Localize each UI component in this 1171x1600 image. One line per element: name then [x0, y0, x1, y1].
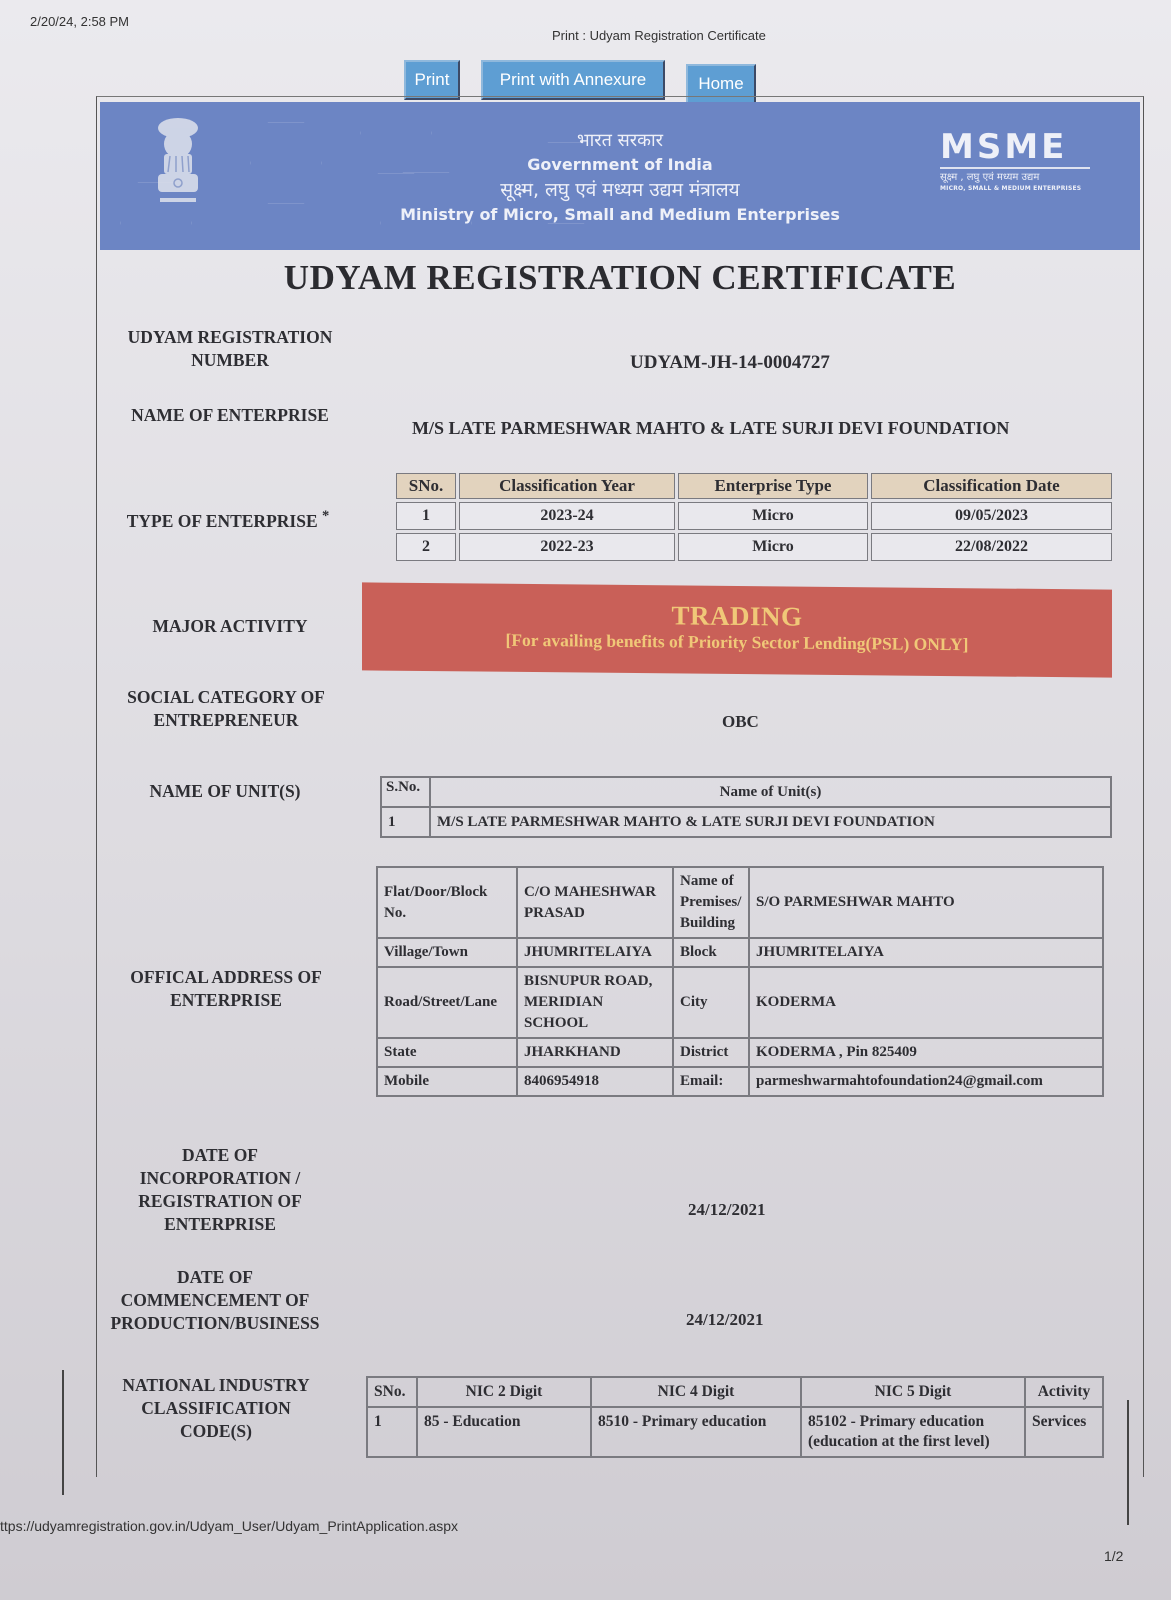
- ministry-text: Ministry of Micro, Small and Medium Enterprises: [400, 205, 840, 224]
- column-header: NIC 4 Digit: [591, 1377, 801, 1407]
- commencement-date-label: [90, 1266, 340, 1335]
- major-activity-value: TRADING: [671, 600, 803, 632]
- field-value: 8406954918: [517, 1067, 673, 1096]
- table-row: [377, 1067, 1103, 1096]
- label-line: COMMENCEMENT OF: [120, 1290, 310, 1310]
- home-button[interactable]: Home: [686, 64, 756, 104]
- label-line: SOCIAL CATEGORY OF: [127, 687, 325, 707]
- address-table: [376, 866, 1104, 1097]
- required-asterisk: *: [322, 508, 330, 524]
- field-value: KODERMA: [749, 967, 1103, 1038]
- field-label: State: [377, 1038, 517, 1067]
- table-header-row: [367, 1377, 1103, 1407]
- print-with-annexure-button[interactable]: Print with Annexure: [481, 60, 665, 100]
- certificate-title: UDYAM REGISTRATION CERTIFICATE: [283, 258, 957, 297]
- label-line: OFFICAL ADDRESS OF: [130, 967, 322, 987]
- table-row: [377, 1038, 1103, 1067]
- table-cell: 2023-24: [459, 502, 675, 530]
- label-line: UDYAM REGISTRATION: [127, 327, 333, 347]
- column-header: SNo.: [367, 1377, 417, 1407]
- label-line: DATE OF: [182, 1145, 258, 1165]
- table-row: [381, 807, 1111, 837]
- msme-logo-hindi: सूक्ष्म , लघु एवं मध्यम उद्यम: [940, 171, 1040, 183]
- email-value: parmeshwarmahtofoundation24@gmail.com: [749, 1067, 1103, 1096]
- label-line: CLASSIFICATION: [141, 1398, 291, 1418]
- field-value: BISNUPUR ROAD, MERIDIAN SCHOOL: [517, 967, 673, 1038]
- table-cell: 22/08/2022: [871, 533, 1112, 561]
- label-line: ENTERPRISE: [170, 990, 282, 1010]
- field-label: Village/Town: [377, 938, 517, 967]
- field-label: City: [673, 967, 749, 1038]
- label-text: TYPE OF ENTERPRISE: [126, 510, 318, 531]
- nic-codes-table: [366, 1376, 1104, 1458]
- field-value: JHARKHAND: [517, 1038, 673, 1067]
- field-value: JHUMRITELAIYA: [749, 938, 1103, 967]
- msme-logo-word: MSME: [940, 127, 1068, 167]
- unit-names-table: [380, 776, 1112, 838]
- enterprise-name-label: NAME OF ENTERPRISE: [131, 405, 329, 425]
- label-line: CODE(S): [180, 1421, 252, 1441]
- column-header: Enterprise Type: [678, 473, 868, 499]
- field-label: Flat/Door/Block No.: [377, 867, 517, 938]
- incorporation-date-label: [100, 1144, 340, 1236]
- social-category-label: [106, 686, 346, 732]
- table-cell: M/S LATE PARMESHWAR MAHTO & LATE SURJI DEVI FOUNDATION: [430, 807, 1111, 837]
- table-header-row: [396, 473, 1112, 499]
- field-label: Mobile: [377, 1067, 517, 1096]
- table-cell: 2022-23: [459, 533, 675, 561]
- hindi-ministry-text: सूक्ष्म, लघु एवं मध्यम उद्यम मंत्रालय: [500, 179, 740, 201]
- field-value: C/O MAHESHWAR PRASAD: [517, 867, 673, 938]
- table-header-row: [381, 777, 1111, 807]
- table-cell: 1: [396, 502, 456, 530]
- field-value: JHUMRITELAIYA: [517, 938, 673, 967]
- table-cell: 2: [396, 533, 456, 561]
- print-datetime: 2/20/24, 2:58 PM: [30, 14, 130, 29]
- print-page-number: 1/2: [1104, 1548, 1124, 1564]
- table-cell: 1: [367, 1407, 417, 1457]
- column-header: NIC 5 Digit: [801, 1377, 1025, 1407]
- label-line: ENTERPRISE: [164, 1214, 276, 1234]
- incorporation-date-value: 24/12/2021: [688, 1200, 766, 1219]
- major-activity-label: MAJOR ACTIVITY: [152, 616, 308, 636]
- table-row: [396, 533, 1112, 561]
- ministry-banner: [100, 102, 1140, 250]
- field-label: Email:: [673, 1067, 749, 1096]
- nic-codes-label: [96, 1374, 336, 1443]
- frame-line: [62, 1370, 64, 1495]
- print-footer-url: ttps://udyamregistration.gov.in/Udyam_User/Udyam_PrintApplication.aspx: [0, 1518, 459, 1534]
- label-line: PRODUCTION/BUSINESS: [110, 1313, 320, 1333]
- commencement-date-value: 24/12/2021: [686, 1310, 764, 1329]
- table-row: [377, 967, 1103, 1038]
- column-header: Classification Year: [459, 473, 675, 499]
- enterprise-type-label: [108, 505, 348, 533]
- print-page-title: Print : Udyam Registration Certificate: [552, 28, 766, 43]
- unit-names-label: NAME OF UNIT(S): [149, 781, 301, 801]
- label-line: NUMBER: [191, 350, 269, 370]
- table-cell: 09/05/2023: [871, 502, 1112, 530]
- column-header: S.No.: [381, 777, 430, 807]
- label-line: INCORPORATION /: [139, 1168, 301, 1188]
- field-value: S/O PARMESHWAR MAHTO: [749, 867, 1103, 938]
- label-line: ENTREPRENEUR: [153, 710, 299, 730]
- govt-text: Government of India: [527, 155, 713, 174]
- table-row: [377, 938, 1103, 967]
- msme-logo-english: MICRO, SMALL & MEDIUM ENTERPRISES: [940, 184, 1082, 192]
- major-activity-note: [For availing benefits of Priority Sector Lending(PSL) ONLY]: [505, 629, 969, 655]
- logo-divider: [940, 167, 1090, 169]
- table-row: [396, 502, 1112, 530]
- social-category-value: OBC: [722, 712, 759, 731]
- table-cell: Micro: [678, 533, 868, 561]
- field-label: Block: [673, 938, 749, 967]
- hindi-govt-text: भारत सरकार: [576, 130, 664, 151]
- table-cell: 85102 - Primary education (education at the first level): [801, 1407, 1025, 1457]
- msme-logo: [940, 127, 1100, 200]
- field-label: Road/Street/Lane: [377, 967, 517, 1038]
- label-line: NATIONAL INDUSTRY: [122, 1375, 310, 1395]
- field-label: District: [673, 1038, 749, 1067]
- table-row: [377, 867, 1103, 938]
- table-cell: 85 - Education: [417, 1407, 591, 1457]
- column-header: NIC 2 Digit: [417, 1377, 591, 1407]
- field-value: KODERMA , Pin 825409: [749, 1038, 1103, 1067]
- enterprise-type-table: [393, 470, 1115, 564]
- table-cell: 8510 - Primary education: [591, 1407, 801, 1457]
- registration-number-label: [110, 326, 350, 372]
- table-row: [367, 1407, 1103, 1457]
- table-cell: Micro: [678, 502, 868, 530]
- enterprise-name-value: M/S LATE PARMESHWAR MAHTO & LATE SURJI DEVI FOUNDATION: [412, 418, 1010, 438]
- label-line: DATE OF: [177, 1267, 253, 1287]
- column-header: Classification Date: [871, 473, 1112, 499]
- frame-line: [1127, 1400, 1129, 1525]
- registration-number-value: UDYAM-JH-14-0004727: [630, 352, 830, 373]
- table-cell: Services: [1025, 1407, 1103, 1457]
- official-address-label: [106, 966, 346, 1012]
- table-cell: 1: [381, 807, 430, 837]
- major-activity-band: [362, 582, 1112, 677]
- column-header: Activity: [1025, 1377, 1103, 1407]
- column-header: SNo.: [396, 473, 456, 499]
- label-line: REGISTRATION OF: [138, 1191, 302, 1211]
- print-button[interactable]: Print: [404, 60, 460, 100]
- field-label: Name of Premises/ Building: [673, 867, 749, 938]
- column-header: Name of Unit(s): [430, 777, 1111, 807]
